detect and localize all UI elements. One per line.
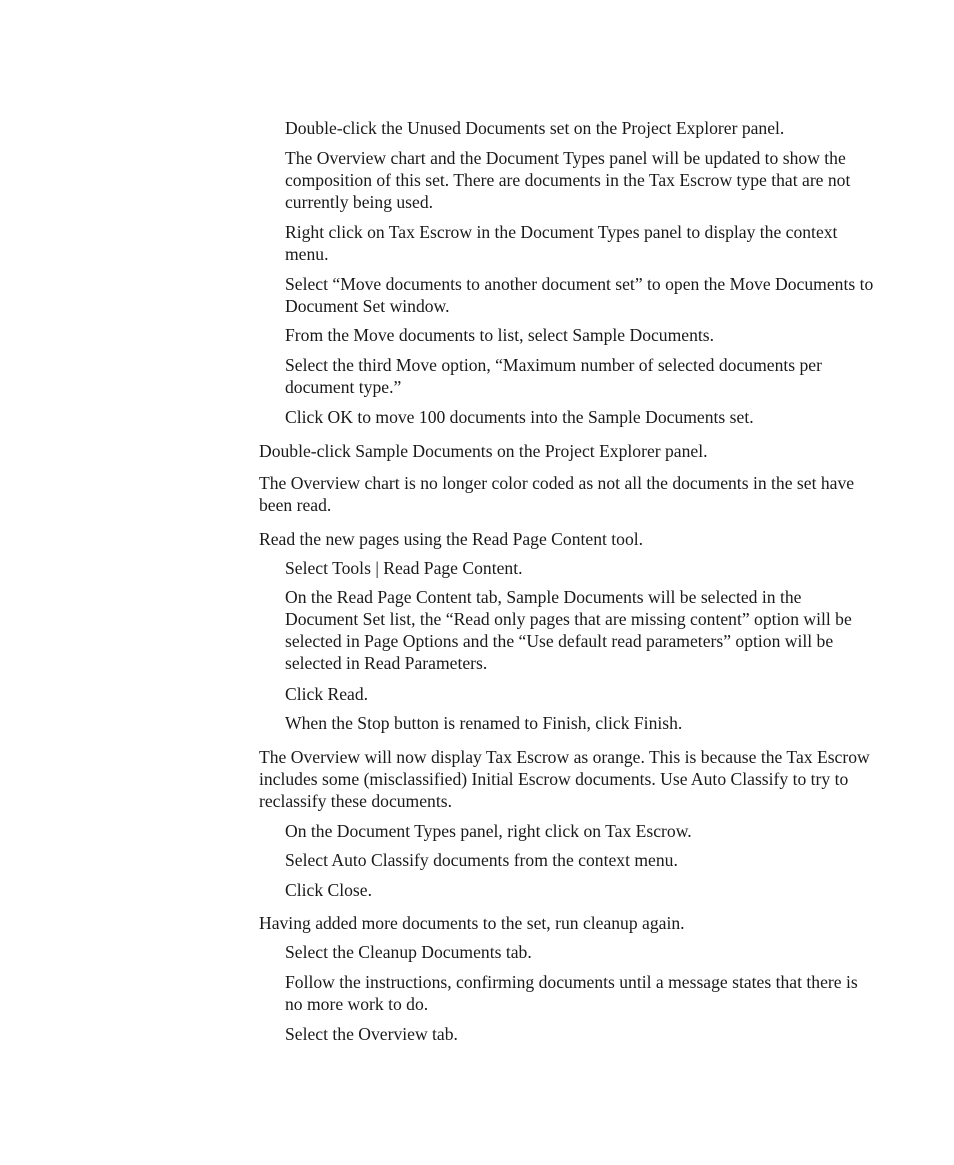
step-paragraph: The Overview chart and the Document Types panel will be updated to show the composition of this set. There are documents in the Tax Escrow type that are not currently being used. xyxy=(285,148,851,212)
step-paragraph: From the Move documents to list, select Sample Documents. xyxy=(285,325,715,345)
step-paragraph: On the Read Page Content tab, Sample Documents will be selected in the Document Set list, the “Read only pages that are missing content” option will be selected in Page Options and the “Use default read parameters” option will be selected in Read Parameters. xyxy=(285,587,852,673)
step-paragraph: Select “Move documents to another document set” to open the Move Documents to Document Set window. xyxy=(285,274,874,316)
body-paragraph: The Overview will now display Tax Escrow as orange. This is because the Tax Escrow includes some (misclassified) Initial Escrow documents. Use Auto Classify to try to reclassify these documents. xyxy=(259,747,870,811)
step-paragraph: Select the third Move option, “Maximum number of selected documents per document type.” xyxy=(285,355,822,397)
body-paragraph: Having added more documents to the set, run cleanup again. xyxy=(259,913,685,933)
body-paragraph: Double-click Sample Documents on the Project Explorer panel. xyxy=(259,441,708,461)
step-paragraph: Select Auto Classify documents from the context menu. xyxy=(285,850,678,870)
step-paragraph: Click Close. xyxy=(285,880,372,900)
body-paragraph: The Overview chart is no longer color coded as not all the documents in the set have been read. xyxy=(259,473,855,515)
step-paragraph: Double-click the Unused Documents set on the Project Explorer panel. xyxy=(285,118,785,138)
step-paragraph: Click Read. xyxy=(285,684,369,704)
step-paragraph: Follow the instructions, confirming documents until a message states that there is no more work to do. xyxy=(285,972,858,1014)
step-paragraph: Click OK to move 100 documents into the Sample Documents set. xyxy=(285,407,754,427)
step-paragraph: On the Document Types panel, right click on Tax Escrow. xyxy=(285,821,692,841)
step-paragraph: Select the Overview tab. xyxy=(285,1024,458,1044)
step-paragraph: Select the Cleanup Documents tab. xyxy=(285,942,532,962)
body-paragraph: Read the new pages using the Read Page Content tool. xyxy=(259,529,644,549)
step-paragraph: Select Tools | Read Page Content. xyxy=(285,558,523,578)
step-paragraph: When the Stop button is renamed to Finish, click Finish. xyxy=(285,713,683,733)
step-paragraph: Right click on Tax Escrow in the Document Types panel to display the context menu. xyxy=(285,222,838,264)
